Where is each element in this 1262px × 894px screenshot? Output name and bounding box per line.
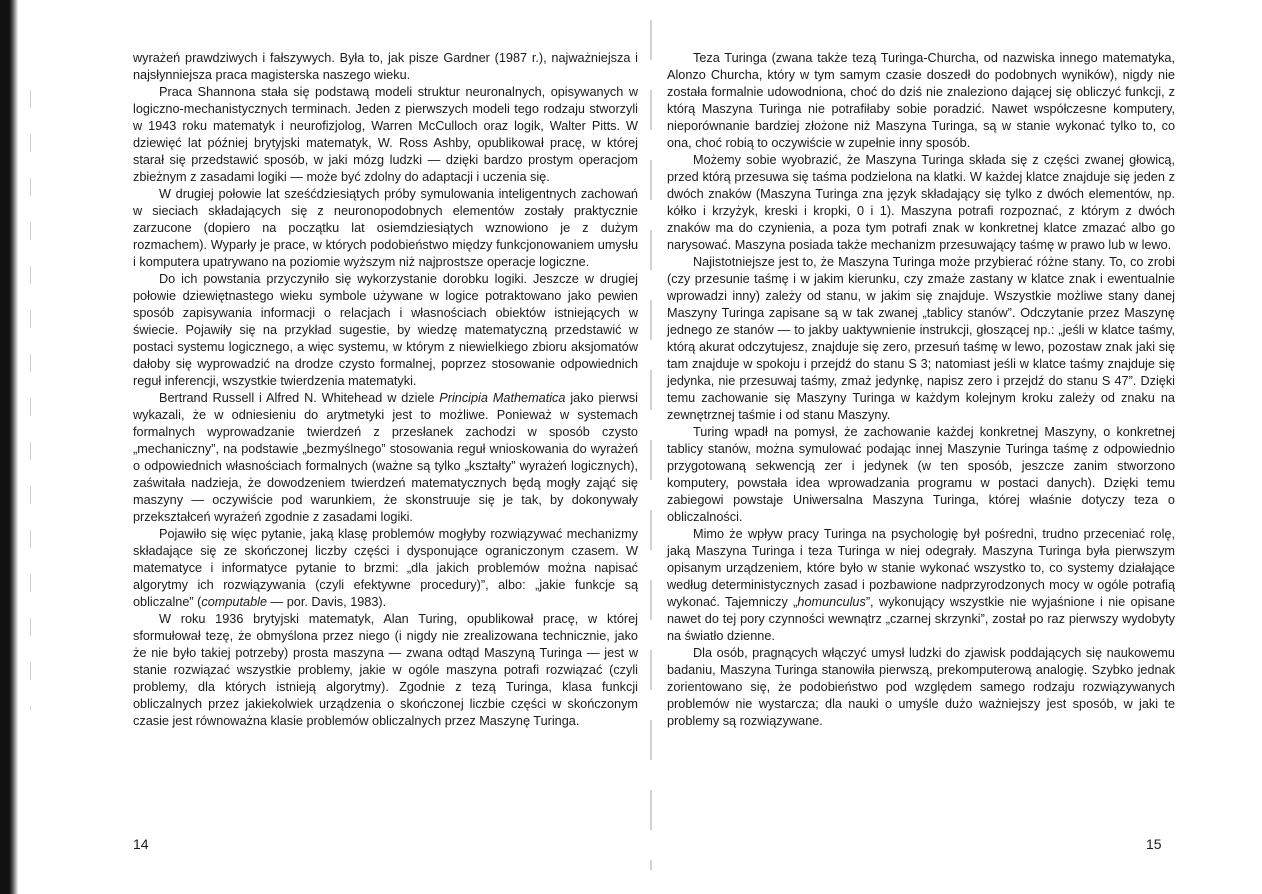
page-number-right: 15: [1146, 836, 1162, 852]
paragraph: Teza Turinga (zwana także tezą Turinga-Churcha, od nazwiska innego matematyka, Alonzo Churcha, który w tym samym czasie doszedł do podobnych wyników), nigdy nie została formalnie udowodniona, choć do dziś nie znaleziono dającej się obliczyć funkcji, z którą Maszyna Turinga nie potrafiłaby sobie poradzić. Nawet współczesne komputery, nieporównanie bardziej złożone niż Maszyna Turinga, są w stanie wykonać tylko to, co ona, choć robią to oczywiście w zupełnie inny sposób.: [667, 51, 1175, 150]
text-run: jako pierwsi wykazali, że w odniesieniu do arytmetyki jest to możliwe. Ponieważ w systemach formalnych wyprowadzanie twierdzeń z przesłanek zachodzi w sposób czysto „mechaniczny”, na podstawie „bezmyślnego” stosowania reguł wnioskowania do wyrażeń o odpowiednich własnościach formalnych (ważne są tylko „kształty” wyrażeń logicznych), zaświtała nadzieja, że dowodzeniem twierdzeń matematycznych będą mogły zająć się maszyny — oczywiście pod warunkiem, że skonstruuje się je tak, by dokonywały przekształceń wyrażeń zgodnie z zasadami logiki.: [133, 391, 638, 524]
paragraph: [667, 526, 1175, 645]
latin-term: homunculus: [797, 595, 866, 609]
paragraph: Możemy sobie wyobrazić, że Maszyna Turinga składa się z części zwanej głowicą, przed którą przesuwa się taśma podzielona na klatki. W każdej klatce znajduje się jeden z dwóch znaków (Maszyna Turinga zna język składający się tylko z dwóch elementów, np. kółko i krzyżyk, kreski i kropki, 0 i 1). Maszyna potrafi rozpoznać, z którym z dwóch znaków ma do czynienia, a poza tym potrafi znak w konkretnej klatce zmazać albo go narysować. Maszyna posiada także mechanizm przesuwający taśmę w prawo lub w lewo.: [667, 153, 1175, 252]
paragraph: Praca Shannona stała się podstawą modeli struktur neuronalnych, opisywanych w logiczno-mechanistycznych terminach. Jeden z pierwszych modeli tego rodzaju stworzyli w 1943 roku matematyk i neurofizjolog, Warren McCulloch oraz logik, Walter Pitts. W dziewięć lat później brytyjski matematyk, W. Ross Ashby, opublikował pracę, w której starał się przedstawić sposób, w jaki mózg ludzki — dzięki bardzo prostym operacjom zbieżnym z zasadami logiki — może być zdolny do adaptacji i uczenia się.: [133, 85, 638, 184]
page-fold: [650, 20, 652, 870]
paragraph: W drugiej połowie lat sześćdziesiątych próby symulowania inteligentnych zachowań w sieciach składających się z neuronopodobnych elementów zostały praktycznie zarzucone (dopiero na początku lat osiemdziesiątych wznowiono je z dużym rozmachem). Wyparły je prace, w których podobieństwo między funkcjonowaniem umysłu i komputera upatrywano na poziomie wyższym niż najprostsze operacje logiczne.: [133, 187, 638, 269]
book-title: Principia Mathematica: [439, 391, 566, 405]
right-page-text: [667, 50, 1175, 730]
paragraph: Turing wpadł na pomysł, że zachowanie każdej konkretnej Maszyny, o konkretnej tablicy stanów, można symulować podając innej Maszynie Turinga taśmę z odpowiednio przygotowaną sekwencją zer i jedynek (w ten sposób, jeszcze zanim stworzono komputery, powstała idea wprowadzania programu w postaci danych). Dzięki temu zabiegowi powstaje Uniwersalna Maszyna Turinga, której właśnie dotyczy teza o obliczalności.: [667, 425, 1175, 524]
text-run: Mimo że wpływ pracy Turinga na psychologię był pośredni, trudno przeceniać rolę, jaką Maszyna Turinga i teza Turinga w niej odegrały. Maszyna Turinga była pierwszym opisanym urządzeniem, które było w stanie wykonać wszystko to, co systemy działające według deterministycznych zasad i pozbawione nadprzyrodzonych mocy w ogóle potrafią wykonać. Tajemniczy „: [667, 527, 1175, 609]
text-run: Pojawiło się więc pytanie, jaką klasę problemów mogłyby rozwiązywać mechanizmy składające się ze skończonej liczby części i dysponujące ograniczonym czasem. W matematyce i informatyce pytanie to brzmi: „dla jakich problemów można napisać algorytmy ich rozwiązywania (czyli efektywne procedury)”, albo: „jakie funkcje są obliczalne” (: [133, 527, 638, 609]
paragraph: W roku 1936 brytyjski matematyk, Alan Turing, opublikował pracę, w której sformułował tezę, że obmyślona przez niego (i nigdy nie zrealizowana technicznie, jako że nie było takiej potrzeby) prosta maszyna — zwana odtąd Maszyną Turinga — jest w stanie rozwiązać wszystkie problemy, jakie w ogóle maszyna potrafi rozwiązać (czyli problemy, dla których istnieją algorytmy). Zgodnie z tezą Turinga, klasa funkcji obliczalnych przez jakiekolwiek urządzenia o skończonej liczbie części w skończonym czasie jest równoważna klasie problemów obliczalnych przez Maszynę Turinga.: [133, 612, 638, 728]
paragraph: [133, 526, 638, 611]
text-run: ”, wykonujący wszystkie nie wyjaśnione i nie opisane nawet do tej pory czynności wewnątrz „czarnej skrzynki”, został po raz pierwszy wydobyty na światło dzienne.: [667, 595, 1175, 643]
page-number-left: 14: [133, 836, 149, 852]
left-page-text: [133, 50, 638, 730]
book-spine-shadow: [0, 0, 18, 894]
paragraph: wyrażeń prawdziwych i fałszywych. Była to, jak pisze Gardner (1987 r.), najważniejsza i najsłynniejsza praca magisterska naszego wieku.: [133, 51, 638, 82]
scan-margin-mark: [30, 90, 31, 710]
text-run: — por. Davis, 1983).: [267, 595, 387, 609]
text-run: Bertrand Russell i Alfred N. Whitehead w dziele: [159, 391, 440, 405]
english-term: computable: [201, 595, 267, 609]
paragraph: Do ich powstania przyczyniło się wykorzystanie dorobku logiki. Jeszcze w drugiej połowie dziewiętnastego wieku symbole używane w logice potraktowano jako pewien sposób zapisywania informacji o relacjach i własnościach obiektów istniejących w świecie. Pojawiły się na przykład sugestie, by wiedzę matematyczną przedstawić w postaci systemu logicznego, a więc systemu, w którym z niewielkiego zbioru aksjomatów dałoby się wyprowadzić na drodze czysto formalnej, poprzez stosowanie odpowiednich reguł inferencji, wszystkie twierdzenia matematyki.: [133, 272, 638, 388]
paragraph: Najistotniejsze jest to, że Maszyna Turinga może przybierać różne stany. To, co zrobi (czy przesunie taśmę i w jakim kierunku, czy zmaże zastany w klatce znak i ewentualnie wprowadzi inny) zależy od stanu, w jakim się znajduje. Wszystkie możliwe stany danej Maszyny Turinga zapisane są w tak zwanej „tablicy stanów”. Odczytanie przez Maszynę jednego ze stanów — to jakby uaktywnienie instrukcji, głoszącej np.: „jeśli w klatce taśmy, którą akurat odczytujesz, znajduje się zero, przesuń taśmę w lewo, pozostaw znak jaki się tam znajduje w spokoju i przejdź do stanu S 3; natomiast jeśli w klatce taśmy znajduje się jedynka, nie przesuwaj taśmy, zmaż jedynkę, napisz zero i przejdź do stanu S 47”. Dzięki temu zachowanie się Maszyny Turinga w każdym kolejnym kroku zależy od znaku na zewnętrznej taśmie i od stanu Maszyny.: [667, 255, 1175, 422]
paragraph: Dla osób, pragnących włączyć umysł ludzki do zjawisk poddających się naukowemu badaniu, Maszyna Turinga stanowiła pierwszą, prekomputerową analogię. Szybko jednak zorientowano się, że podobieństwo pod względem samego rodzaju rozwiązywanych problemów nie wystarcza; dla nauki o umyśle dużo ważniejszy jest sposób, w jaki te problemy są rozwiązywane.: [667, 646, 1175, 728]
paragraph: [133, 390, 638, 526]
